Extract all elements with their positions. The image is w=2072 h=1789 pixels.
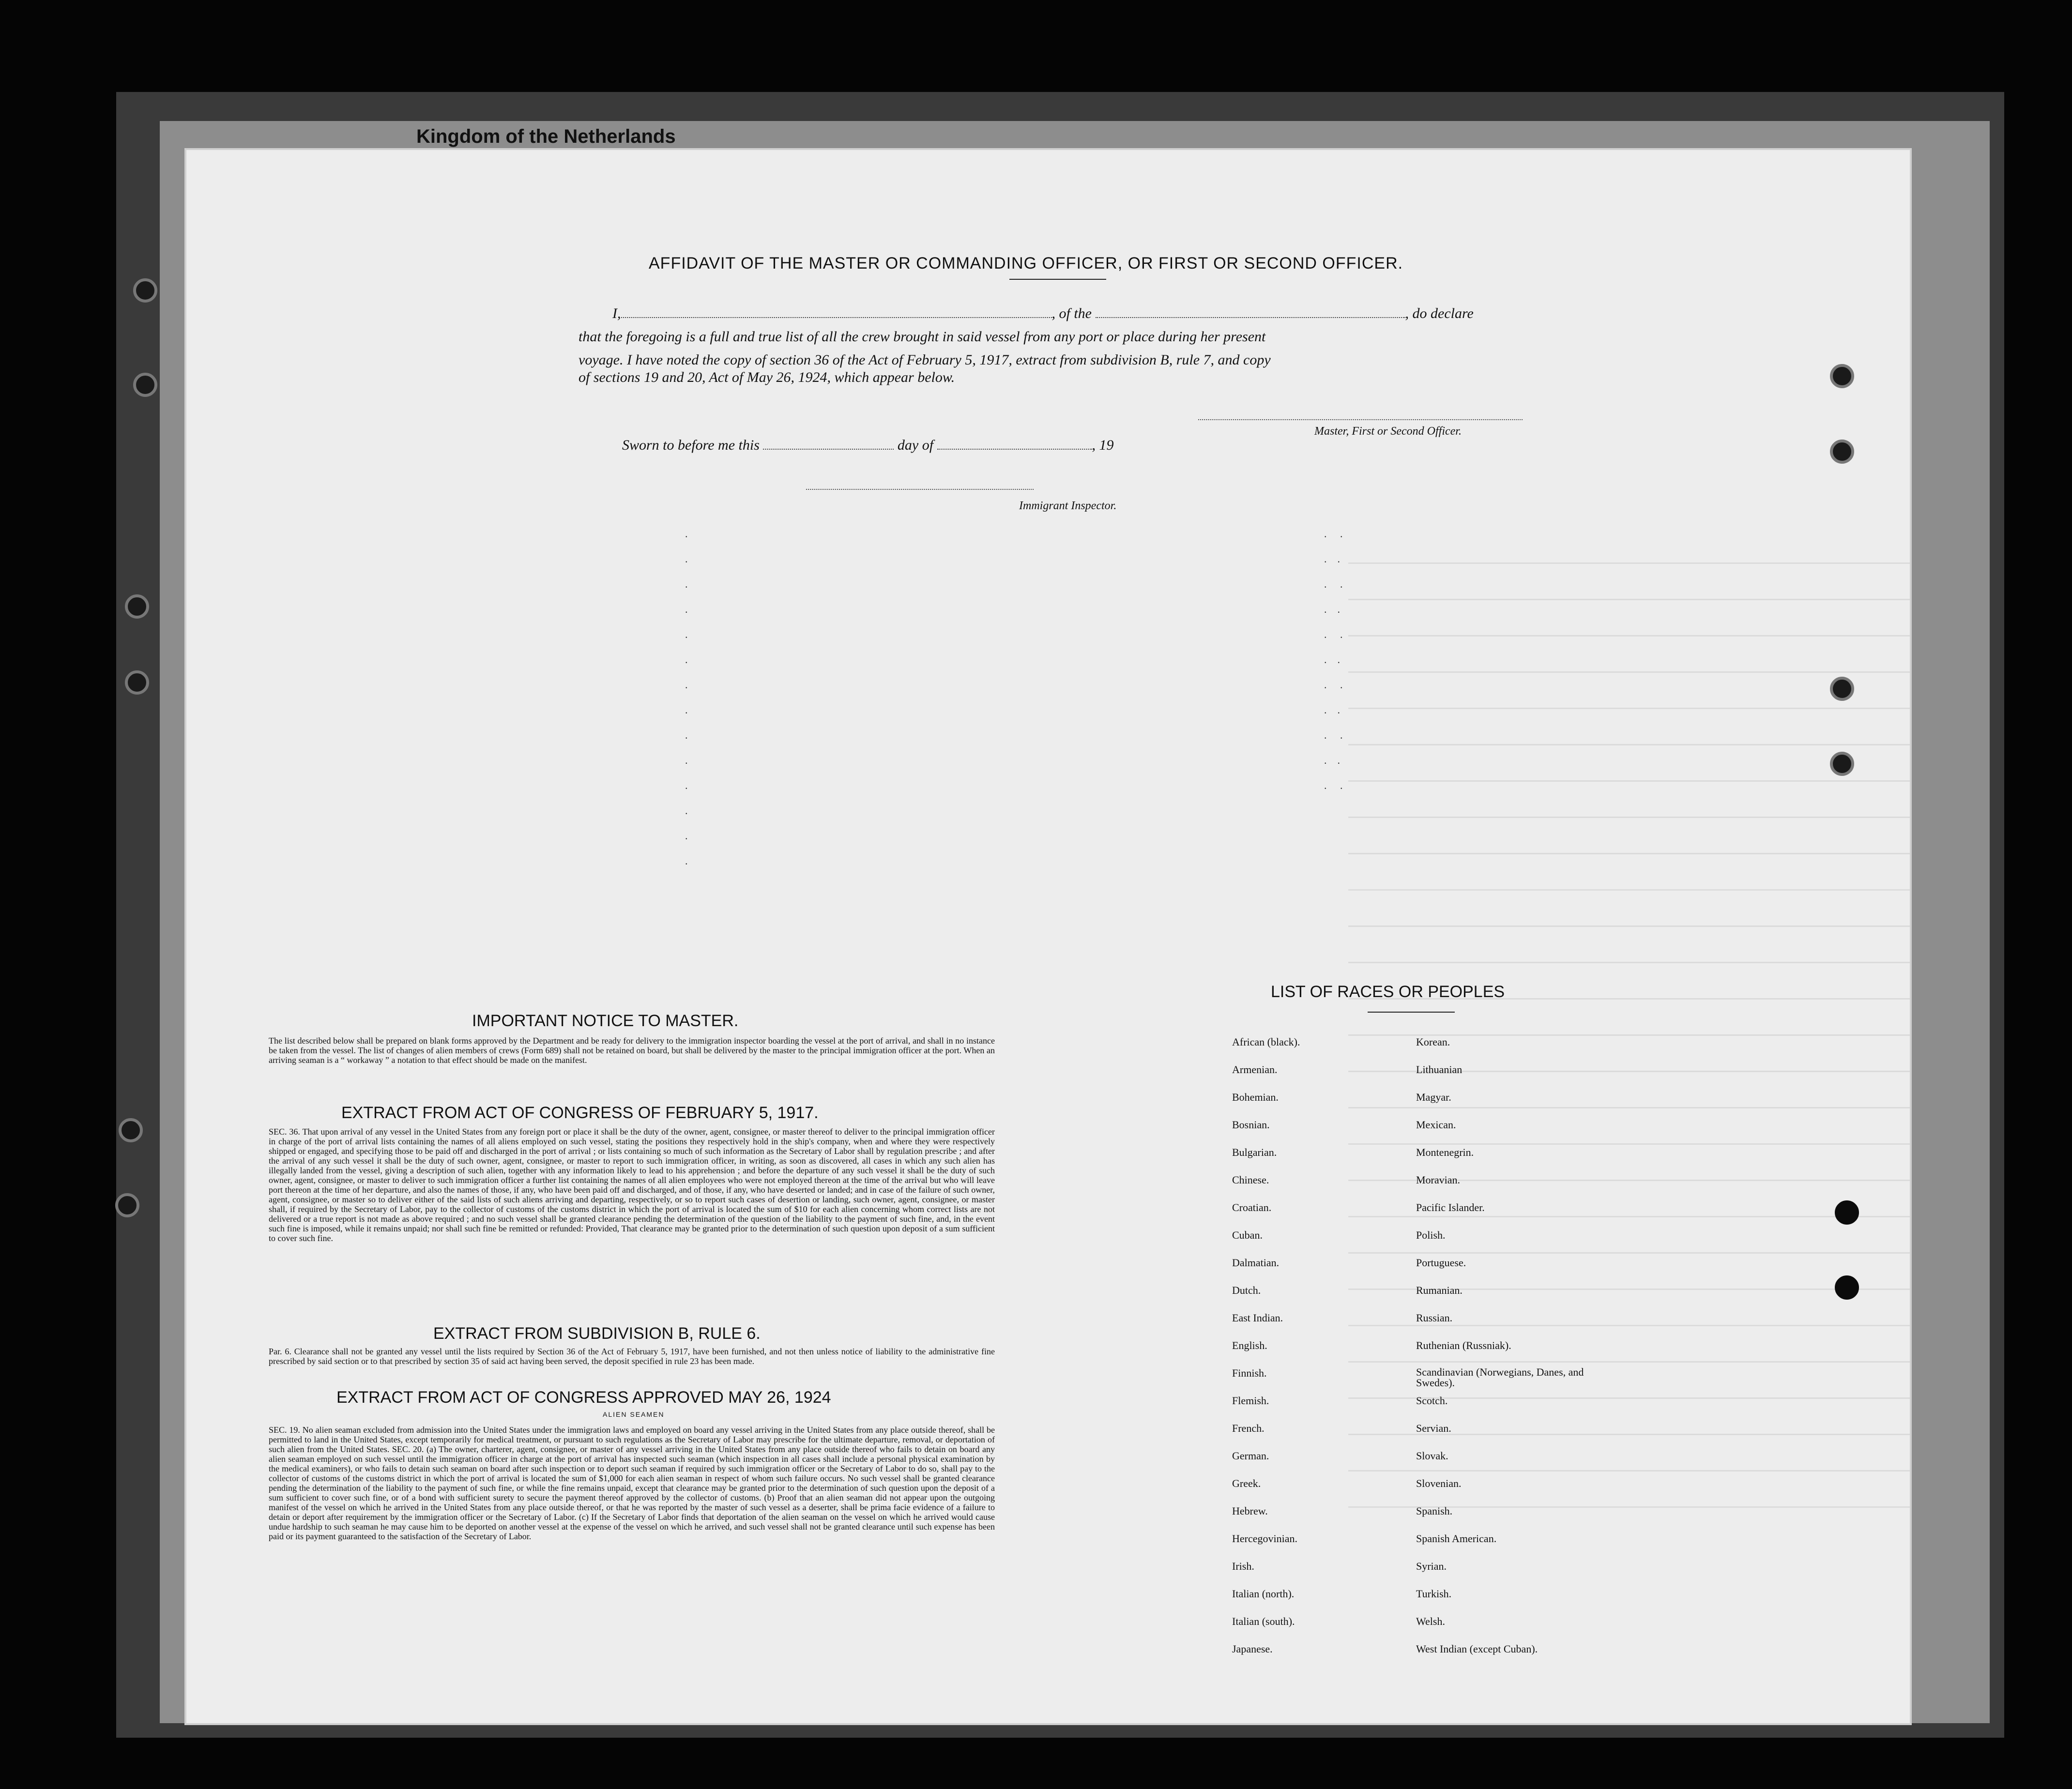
race-left-item: East Indian.: [1232, 1312, 1283, 1324]
inspector-signature-line[interactable]: [806, 489, 1034, 490]
document-page: [186, 150, 1910, 1723]
race-right-item: Pacific Islander.: [1416, 1201, 1485, 1213]
binder-hole: [133, 278, 157, 303]
affidavit-title: AFFIDAVIT OF THE MASTER OR COMMANDING OFFICER, OR FIRST OR SECOND OFFICER.: [649, 254, 1403, 273]
race-right-item: Turkish.: [1416, 1588, 1452, 1600]
race-left-item: Finnish.: [1232, 1367, 1267, 1379]
affidavit-line-2: that the foregoing is a full and true list of all the crew brought in said vessel from any port or place during her present: [579, 329, 1266, 345]
race-left-item: French.: [1232, 1422, 1265, 1434]
race-right-item: Rumanian.: [1416, 1284, 1463, 1296]
race-left-item: Italian (north).: [1232, 1588, 1295, 1600]
race-right-item: Magyar.: [1416, 1091, 1451, 1103]
subdivision-text: Par. 6. Clearance shall not be granted any vessel until the lists required by Section 36 of the Act of February 5, 1917, have been furnished, and not then unless notice of liability to the administrative fine prescribed by said section or to that prescribed by section 35 of said act having been served, the deposit specified in rule 23 has been made.: [269, 1347, 995, 1366]
race-left-item: English.: [1232, 1339, 1267, 1351]
affidavit-line-1: [579, 305, 1523, 322]
race-right-item: Slovenian.: [1416, 1477, 1462, 1489]
binder-hole: [133, 373, 157, 397]
back-sheet-label: Kingdom of the Netherlands: [416, 126, 676, 147]
binder-hole: [1830, 364, 1854, 388]
race-right-item: Scotch.: [1416, 1395, 1448, 1407]
race-right-item: Spanish.: [1416, 1505, 1453, 1517]
race-right-item: Portuguese.: [1416, 1257, 1466, 1269]
notice-text: The list described below shall be prepared on blank forms approved by the Department and be ready for delivery to the immigration inspector boarding the vessel at the port of arrival, and shall in no instance be taken from the vessel. The list of changes of alien members of crews (Form 689) shall not be retained on board, but shall be delivered by the master to the principal immigration officer at the port. When an arriving seaman is a “ workaway ” a notation to that effect should be made on the manifest.: [269, 1036, 995, 1065]
affidavit-do-declare: , do declare: [1405, 305, 1474, 321]
day-blank[interactable]: [763, 449, 894, 450]
race-right-item: Scandinavian (Norwegians, Danes, and Swedes).: [1416, 1366, 1584, 1389]
sworn-label: Sworn to before me this: [622, 437, 760, 453]
race-left-item: Chinese.: [1232, 1174, 1269, 1186]
binder-hole: [119, 1118, 143, 1142]
day-of-label: day of: [897, 437, 934, 453]
sworn-line: [579, 437, 1208, 454]
binder-hole: [125, 594, 149, 619]
race-left-item: Croatian.: [1232, 1201, 1272, 1213]
race-left-item: Bosnian.: [1232, 1119, 1270, 1131]
master-signature-line[interactable]: [1198, 419, 1523, 421]
extract-1924-title: EXTRACT FROM ACT OF CONGRESS APPROVED MAY 26, 1924: [336, 1388, 831, 1407]
affidavit-line-3: voyage. I have noted the copy of section 36 of the Act of February 5, 1917, extract from subdivision B, rule 7, and copy: [579, 352, 1271, 368]
dot-leaders: . . . . . . . . . . . . . .: [685, 528, 688, 867]
race-left-item: Irish.: [1232, 1560, 1254, 1572]
notice-title: IMPORTANT NOTICE TO MASTER.: [472, 1012, 739, 1030]
binder-hole: [1835, 1200, 1859, 1225]
race-left-item: Armenian.: [1232, 1063, 1278, 1076]
race-left-item: Italian (south).: [1232, 1615, 1295, 1627]
race-left-item: Hebrew.: [1232, 1505, 1268, 1517]
race-left-item: Bohemian.: [1232, 1091, 1279, 1103]
race-left-item: Hercegovinian.: [1232, 1532, 1297, 1545]
race-right-item: Slovak.: [1416, 1450, 1448, 1462]
year-label: , 19: [1092, 437, 1114, 453]
binder-hole: [1830, 440, 1854, 464]
race-right-item: West Indian (except Cuban).: [1416, 1643, 1538, 1655]
race-left-item: African (black).: [1232, 1036, 1300, 1048]
extract-1924-subtitle: ALIEN SEAMEN: [603, 1410, 665, 1418]
affidavit-i: I,: [612, 305, 621, 321]
races-rule: [1368, 1012, 1455, 1013]
race-left-item: Greek.: [1232, 1477, 1261, 1489]
binder-hole: [115, 1193, 139, 1217]
race-left-item: Japanese.: [1232, 1643, 1273, 1655]
master-signature-label: Master, First or Second Officer.: [1314, 425, 1462, 438]
affidavit-of-the: , of the: [1051, 305, 1092, 321]
affidavit-line-4: of sections 19 and 20, Act of May 26, 1924, which appear below.: [579, 369, 955, 385]
binder-hole: [1830, 752, 1854, 776]
name-blank[interactable]: [621, 317, 1052, 318]
extract-1917-title: EXTRACT FROM ACT OF CONGRESS OF FEBRUARY 5, 1917.: [341, 1104, 819, 1122]
race-left-item: Dutch.: [1232, 1284, 1261, 1296]
subdivision-title: EXTRACT FROM SUBDIVISION B, RULE 6.: [433, 1324, 761, 1343]
race-right-item: Polish.: [1416, 1229, 1446, 1241]
races-title: LIST OF RACES OR PEOPLES: [1271, 983, 1505, 1001]
inspector-label: Immigrant Inspector.: [1019, 500, 1117, 512]
extract-1917-text: SEC. 36. That upon arrival of any vessel in the United States from any foreign port or place it shall be the duty of the owner, agent, consignee, or master thereof to deliver to the principal immigration officer in charge of the port of arrival lists containing the names of all aliens employed on such vessel, stating the positions they respectively hold in the ship's company, when and where they were respectively shipped or engaged, and specifying those to be paid off and discharged in the port of arrival ; or lists containing so much of such information as the Secretary of Labor shall by regulation prescribe ; and after the arrival of any such vessel it shall be the duty of such owner, agent, consignee, or master to report to such immigration officer, in writing, as soon as discovered, all cases in which any such alien has illegally landed from the vessel, giving a description of such alien, together with any information likely to lead to his apprehension ; and before the departure of any such vessel it shall be the duty of such owner, agent, consignee, or master to deliver to such immigration officer a further list containing the names of all alien employees who were not employed thereon at the time of the arrival but who will leave port thereon at the time of her departure, and also the names of those, if any, who have been paid off and discharged, and of those, if any, who have deserted or landed; and in case of the failure of such owner, agent, consignee, or master so to deliver either of the said lists of such aliens arriving and departing, respectively, or so to report such cases of desertion or landing, such owner, agent, consignee, or master shall, if required by the Secretary of Labor, pay to the collector of customs of the customs district in which the port of arrival is located the sum of $10 for each alien concerning whom correct lists are not delivered or a true report is not made as above required ; and no such vessel shall be granted clearance pending the determination of the question of the liability to the payment of such fine, and, in the event such fine is imposed, while it remains unpaid; nor shall such fine be remitted or refunded: Provided, That clearance may be granted prior to the determination of such question upon deposit of a sum sufficient to cover such fine.: [269, 1127, 995, 1243]
race-right-item: Montenegrin.: [1416, 1146, 1474, 1158]
race-left-item: Dalmatian.: [1232, 1257, 1280, 1269]
race-right-item: Russian.: [1416, 1312, 1453, 1324]
race-right-item: Servian.: [1416, 1422, 1451, 1434]
race-right-item: Ruthenian (Russniak).: [1416, 1339, 1511, 1351]
binder-hole: [1830, 677, 1854, 701]
race-right-item: Mexican.: [1416, 1119, 1456, 1131]
race-right-item: Welsh.: [1416, 1615, 1445, 1627]
month-blank[interactable]: [937, 449, 1092, 450]
race-right-item: Moravian.: [1416, 1174, 1461, 1186]
race-right-item: Lithuanian: [1416, 1063, 1463, 1076]
binder-hole: [125, 670, 149, 695]
race-left-item: Flemish.: [1232, 1395, 1269, 1407]
title-rule: [1009, 279, 1106, 280]
dot-leaders-right: . . . . . . . . . . . . . . . . . . . . . .: [1324, 528, 1343, 791]
race-right-item: Syrian.: [1416, 1560, 1447, 1572]
race-left-item: Bulgarian.: [1232, 1146, 1277, 1158]
extract-1924-text: SEC. 19. No alien seaman excluded from admission into the United States under the immigration laws and employed on board any vessel arriving in the United States from any place outside thereof, shall be permitted to land in the United States, except temporarily for medical treatment, or pursuant to such regulations as the Secretary of Labor may prescribe for the ultimate departure, removal, or deportation of such alien from the United States. SEC. 20. (a) The owner, charterer, agent, consignee, or master of any vessel arriving in the United States from any place outside thereof who fails to detain on board any alien seaman employed on such vessel until the immigration officer in charge at the port of arrival has inspected such seaman (which inspection in all cases shall include a personal physical examination by the medical examiners), or who fails to detain such seaman on board after such inspection or to deport such seaman if required by such immigration officer or the Secretary of Labor to do so, shall pay to the collector of customs of the customs district in which the port of arrival is located the sum of $1,000 for each alien seaman in respect of whom such failure occurs. No such vessel shall be granted clearance pending the determination of the liability to the payment of such fine, or while the fine remains unpaid, except that clearance may be granted prior to the determination of such question upon the deposit of a sum sufficient to cover such fine, or of a bond with sufficient surety to secure the payment thereof approved by the collector of customs. (b) Proof that an alien seaman did not appear upon the outgoing manifest of the vessel on which he arrived in the United States from any place outside thereof, or that he was reported by the master of such vessel as a deserter, shall be prima facie evidence of a failure to detain or deport after requirement by the immigration officer or the Secretary of Labor. (c) If the Secretary of Labor finds that deportation of the alien seaman on the vessel on which he arrived would cause undue hardship to such seaman he may cause him to be deported on another vessel at the expense of the vessel on which he arrived, and such vessel shall not be granted clearance until such expense has been paid or its payment guaranteed to the satisfaction of the Secretary of Labor.: [269, 1425, 995, 1541]
binder-hole: [1835, 1275, 1859, 1300]
race-right-item: Korean.: [1416, 1036, 1450, 1048]
race-left-item: Cuban.: [1232, 1229, 1263, 1241]
race-left-item: German.: [1232, 1450, 1269, 1462]
vessel-blank[interactable]: [1096, 317, 1405, 318]
race-right-item: Spanish American.: [1416, 1532, 1497, 1545]
